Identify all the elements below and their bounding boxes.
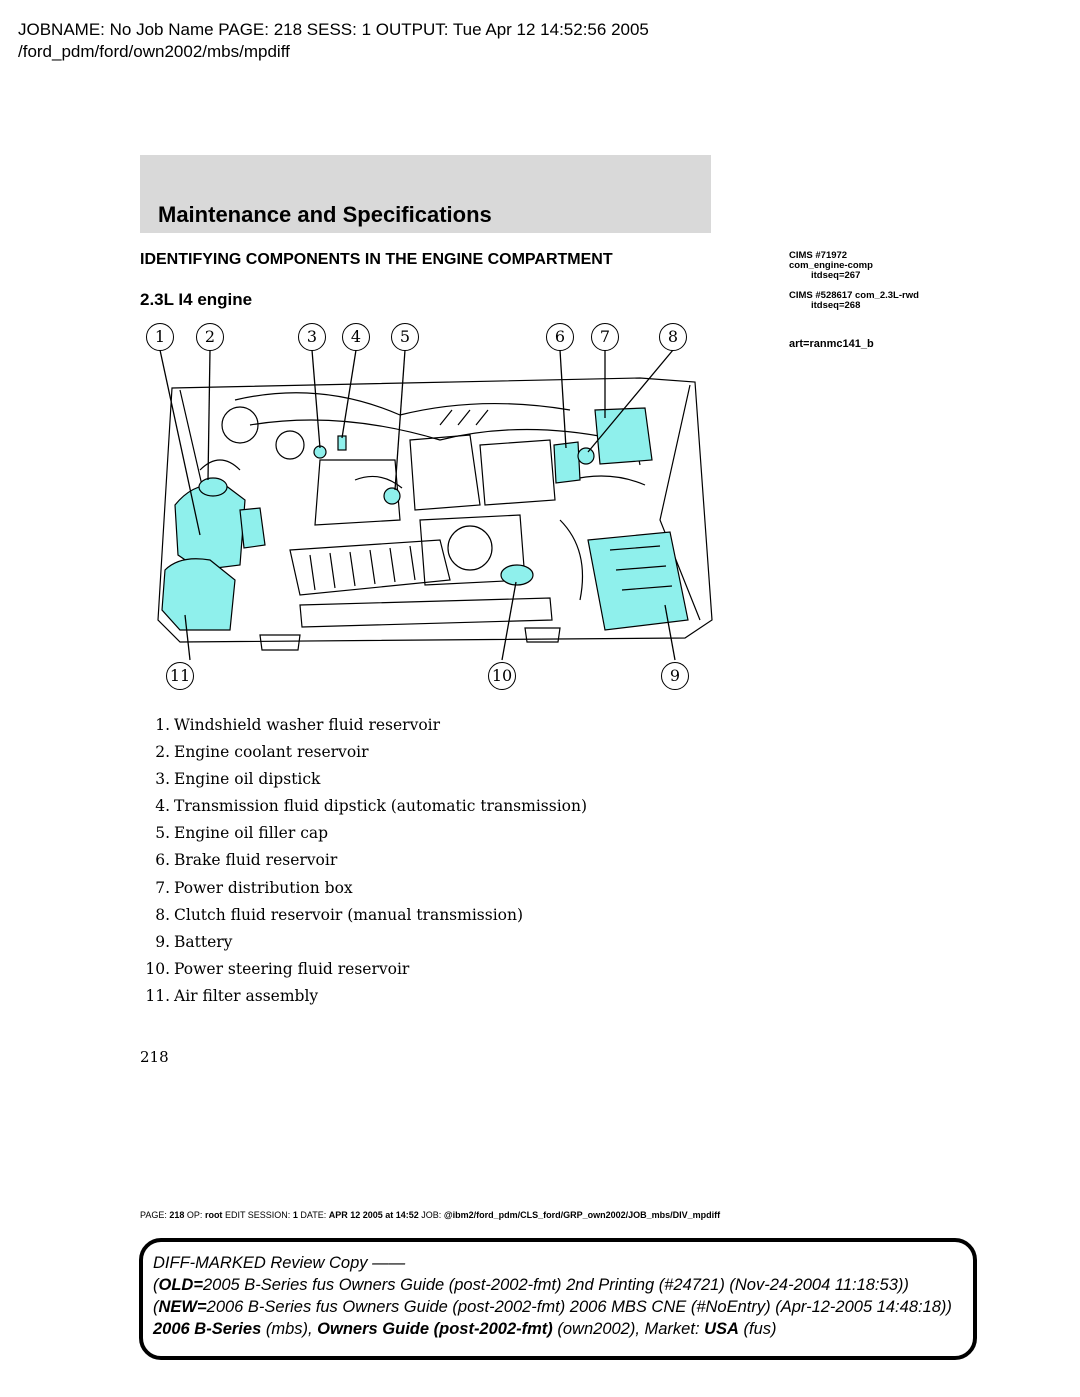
callout-10: 10 <box>488 662 516 690</box>
item-label: Power steering fluid reservoir <box>174 959 410 978</box>
footer-date-label: DATE: <box>300 1210 327 1220</box>
cims-note-2-line-1: CIMS #528617 com_2.3L-rwd <box>789 290 919 301</box>
coolant-cap <box>199 478 227 496</box>
footer-session-label: EDIT SESSION: <box>224 1210 291 1220</box>
list-item <box>140 875 587 902</box>
footer-page-label: PAGE: <box>140 1210 167 1220</box>
battery <box>588 532 688 630</box>
summary-series: 2006 B-Series <box>153 1320 262 1338</box>
old-label: OLD= <box>158 1276 203 1294</box>
footer-date-value: APR 12 2005 at 14:52 <box>328 1210 419 1220</box>
power-steering-reservoir <box>501 565 533 585</box>
footer-job-info <box>140 1210 720 1220</box>
new-text: 2006 B-Series fus Owners Guide (post-2002-fmt) 2006 MBS CNE (#NoEntry) (Apr-12-2005 14:48:18)) <box>206 1298 952 1316</box>
footer-op-label: OP: <box>186 1210 203 1220</box>
page-number: 218 <box>140 1048 169 1066</box>
air-filter-box <box>162 559 235 630</box>
item-label: Windshield washer fluid reservoir <box>174 716 441 734</box>
power-distribution-box <box>595 408 652 464</box>
engine-compartment-illustration <box>140 320 720 690</box>
list-item <box>140 820 587 847</box>
item-number: 11. <box>145 986 170 1005</box>
item-label: Engine oil filler cap <box>174 824 329 843</box>
item-number: 7. <box>155 878 170 897</box>
summary-fus: (fus) <box>738 1320 777 1338</box>
list-item <box>140 929 587 956</box>
review-summary-line <box>153 1318 777 1340</box>
callout-5: 5 <box>391 323 419 351</box>
callout-9: 9 <box>661 662 689 690</box>
footer-job-label: JOB: <box>421 1210 442 1220</box>
footer-op-value: root <box>204 1210 223 1220</box>
cims-note-1 <box>789 251 873 281</box>
review-copy-box <box>139 1238 977 1360</box>
job-header-line-1: JOBNAME: No Job Name PAGE: 218 SESS: 1 OUTPUT: Tue Apr 12 14:52:56 2005 <box>18 20 649 39</box>
subheading: IDENTIFYING COMPONENTS IN THE ENGINE COMPARTMENT <box>140 251 613 268</box>
item-number: 5. <box>155 824 170 843</box>
item-number: 1. <box>155 716 170 734</box>
callout-11: 11 <box>166 662 194 690</box>
item-label: Battery <box>174 932 233 951</box>
section-title: Maintenance and Specifications <box>158 202 492 227</box>
engine-label: 2.3L I4 engine <box>140 290 253 309</box>
footer-page-value: 218 <box>169 1210 185 1220</box>
coolant-reservoir <box>175 484 245 570</box>
list-item <box>140 766 587 793</box>
item-label: Brake fluid reservoir <box>174 851 338 870</box>
list-item <box>140 793 587 820</box>
job-header-line-2: /ford_pdm/ford/own2002/mbs/mpdiff <box>18 42 290 61</box>
callout-6: 6 <box>546 323 574 351</box>
review-new-line: (NEW=2006 B-Series fus Owners Guide (post-2002-fmt) 2006 MBS CNE (#NoEntry) (Apr-12-2005 14:48:18)) <box>153 1298 952 1316</box>
cims-note-1-line-1: CIMS #71972 <box>789 250 848 261</box>
art-reference: art=ranmc141_b <box>789 338 874 350</box>
summary-own: (own2002), Market: <box>552 1320 705 1338</box>
item-number: 9. <box>155 932 170 951</box>
item-number: 4. <box>155 797 170 816</box>
list-item <box>140 847 587 874</box>
item-label: Power distribution box <box>174 878 353 897</box>
cims-note-2-line-2: itdseq=268 <box>811 300 861 311</box>
brake-reservoir <box>554 442 580 483</box>
callout-8: 8 <box>659 323 687 351</box>
new-label: NEW= <box>158 1298 207 1316</box>
review-title: DIFF-MARKED Review Copy —— <box>153 1254 406 1272</box>
list-item <box>140 712 587 739</box>
callout-4: 4 <box>342 323 370 351</box>
item-label: Engine coolant reservoir <box>174 743 369 762</box>
item-number: 6. <box>155 851 170 870</box>
item-number: 3. <box>155 770 170 789</box>
callout-2: 2 <box>196 323 224 351</box>
component-list <box>140 712 587 1010</box>
list-item <box>140 902 587 929</box>
summary-mbs: (mbs), <box>261 1320 318 1338</box>
callout-1: 1 <box>146 323 174 351</box>
callout-3: 3 <box>298 323 326 351</box>
item-number: 8. <box>155 905 170 924</box>
item-label: Air filter assembly <box>174 986 319 1005</box>
trans-dipstick-handle <box>338 436 346 450</box>
footer-session-value: 1 <box>292 1210 298 1220</box>
item-number: 2. <box>155 743 170 762</box>
oil-filler-cap <box>384 488 400 504</box>
item-label: Transmission fluid dipstick (automatic transmission) <box>174 797 588 816</box>
item-number: 10. <box>145 959 170 978</box>
summary-market: USA <box>704 1320 739 1338</box>
cims-note-1-line-3: itdseq=267 <box>811 270 861 281</box>
old-text: 2005 B-Series fus Owners Guide (post-2002-fmt) 2nd Printing (#24721) (Nov-24-2004 11:18:53)) <box>202 1276 909 1294</box>
clutch-reservoir <box>578 448 594 464</box>
cims-note-2 <box>789 291 919 311</box>
list-item <box>140 739 587 766</box>
list-item <box>140 956 587 983</box>
callout-7: 7 <box>591 323 619 351</box>
cims-note-1-line-2: com_engine-comp <box>789 260 873 271</box>
radiator-support <box>300 598 552 627</box>
washer-reservoir <box>240 508 265 548</box>
item-label: Clutch fluid reservoir (manual transmission) <box>174 905 524 924</box>
footer-job-value: @ibm2/ford_pdm/CLS_ford/GRP_own2002/JOB_mbs/DIV_mpdiff <box>443 1210 721 1220</box>
review-old-line: (OLD=2005 B-Series fus Owners Guide (post-2002-fmt) 2nd Printing (#24721) (Nov-24-2004 11:18:53)) <box>153 1276 909 1294</box>
summary-guide: Owners Guide (post-2002-fmt) <box>317 1320 553 1338</box>
list-item <box>140 983 587 1010</box>
item-label: Engine oil dipstick <box>174 770 321 789</box>
